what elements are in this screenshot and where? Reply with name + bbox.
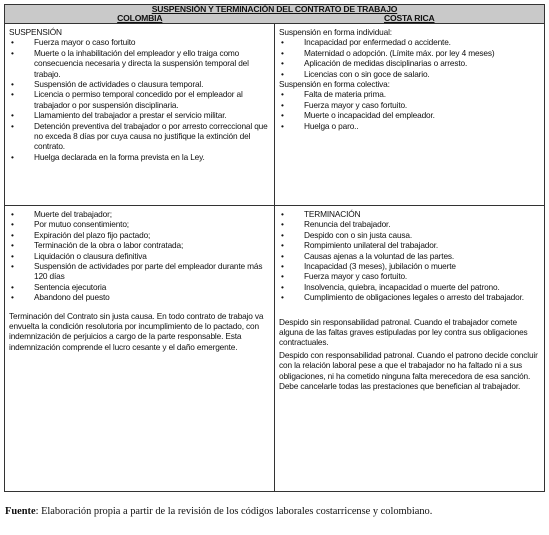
list-item: • Muerte o incapacidad del empleador. [279,110,540,120]
comparison-table [4,4,545,492]
table-header [5,5,545,24]
list-item: • Fuerza mayor y caso fortuito. [279,271,540,281]
list-item: • Liquidación o clausura definitiva [9,251,270,261]
list-item: • Huelga o paro.. [279,121,540,131]
termination-paragraph: Terminación del Contrato sin justa causa. En todo contrato de trabajo va envuelta la condición resolutoria por incumplimiento de lo pactado, con indemnización de perjuicios a cargo de la parte responsable. Esta indemnización comprende el lucro cesante y el daño emergente. [9,310,264,352]
colombia-suspension-cell [5,24,275,206]
list-item: • Renuncia del trabajador. [279,219,540,229]
list-item: • Muerte del trabajador; [9,209,270,219]
dismissal-without-liability-paragraph: Despido sin responsabilidad patronal. Cuando el trabajador comete alguna de las faltas graves estipuladas por ley contra sus obligaciones contractuales. [279,316,528,348]
list-item: • Sentencia ejecutoria [9,282,270,292]
list-item: • Incapacidad (3 meses), jubilación o muerte [279,261,540,271]
list-item: • Suspensión de actividades por parte del empleador durante más 120 días [9,261,270,282]
list-item: • Causas ajenas a la voluntad de las partes. [279,251,540,261]
bullet-list [279,209,540,303]
list-item: • Por mutuo consentimiento; [9,219,270,229]
table-title: SUSPENSIÓN Y TERMINACIÓN DEL CONTRATO DE TRABAJO [151,4,398,14]
list-item-heading: • TERMINACIÓN [279,209,540,219]
list-item: • Llamamiento del trabajador a prestar el servicio militar. [9,110,270,120]
column-header-costa-rica: COSTA RICA [383,13,435,23]
column-header-colombia: COLOMBIA [117,13,163,23]
list-item: • Incapacidad por enfermedad o accidente. [279,37,540,47]
list-item: • Falta de materia prima. [279,89,540,99]
costa-rica-suspension-cell [275,24,545,206]
dismissal-with-liability-paragraph: Despido con responsabilidad patronal. Cuando el patrono decide concluir con la relación laboral pese a que el trabajador no ha faltado ni a sus obligaciones, ni ha cometido ninguna falta merecedora de esa sanción. Debe cancelarle todas las prestaciones que benefician al trabajador. [279,349,538,392]
bullet-list [279,37,540,79]
list-item: • Muerte o la inhabilitación del empleador y ello traiga como consecuencia necesaria y directa la suspensión temporal del trabajo. [9,48,270,79]
list-item: • Aplicación de medidas disciplinarias o arresto. [279,58,540,68]
source-text: : Elaboración propia a partir de la revisión de los códigos laborales costarricense y colombiano. [35,506,433,517]
section-heading: SUSPENSIÓN [9,27,62,37]
source-note [4,506,545,517]
list-item: • Rompimiento unilateral del trabajador. [279,240,540,250]
list-item: • Insolvencia, quiebra, incapacidad o muerte del patrono. [279,282,540,292]
list-item: • Cumplimiento de obligaciones legales o arresto del trabajador. [279,292,540,302]
list-item: • Fuerza mayor o caso fortuito [9,37,270,47]
list-item: • Fuerza mayor y caso fortuito. [279,100,540,110]
costa-rica-termination-cell [275,206,545,492]
list-item: • Licencia o permiso temporal concedido por el empleador al trabajador o por suspensión disciplinaria. [9,89,270,110]
bullet-list [279,89,540,131]
list-item: • Detención preventiva del trabajador o por arresto correccional que no exceda 8 días por cuya causa no justifique la extinción del contrato. [9,121,270,152]
list-item: • Maternidad o adopción. (Límite máx. por ley 4 meses) [279,48,540,58]
document [4,4,545,517]
list-item: • Huelga declarada en la forma prevista en la Ley. [9,152,270,162]
source-label: Fuente [5,506,36,517]
list-item: • Suspensión de actividades o clausura temporal. [9,79,270,89]
list-item: • Despido con o sin justa causa. [279,230,540,240]
list-item: • Terminación de la obra o labor contratada; [9,240,270,250]
bullet-list [9,37,270,162]
section-heading: Suspensión en forma individual: [279,27,392,37]
list-item: • Abandono del puesto [9,292,270,302]
colombia-termination-cell [5,206,275,492]
list-item: • Expiración del plazo fijo pactado; [9,230,270,240]
section-heading: Suspensión en forma colectiva: [279,79,390,90]
list-item: • Licencias con o sin goce de salario. [279,69,540,79]
bullet-list [9,209,270,303]
